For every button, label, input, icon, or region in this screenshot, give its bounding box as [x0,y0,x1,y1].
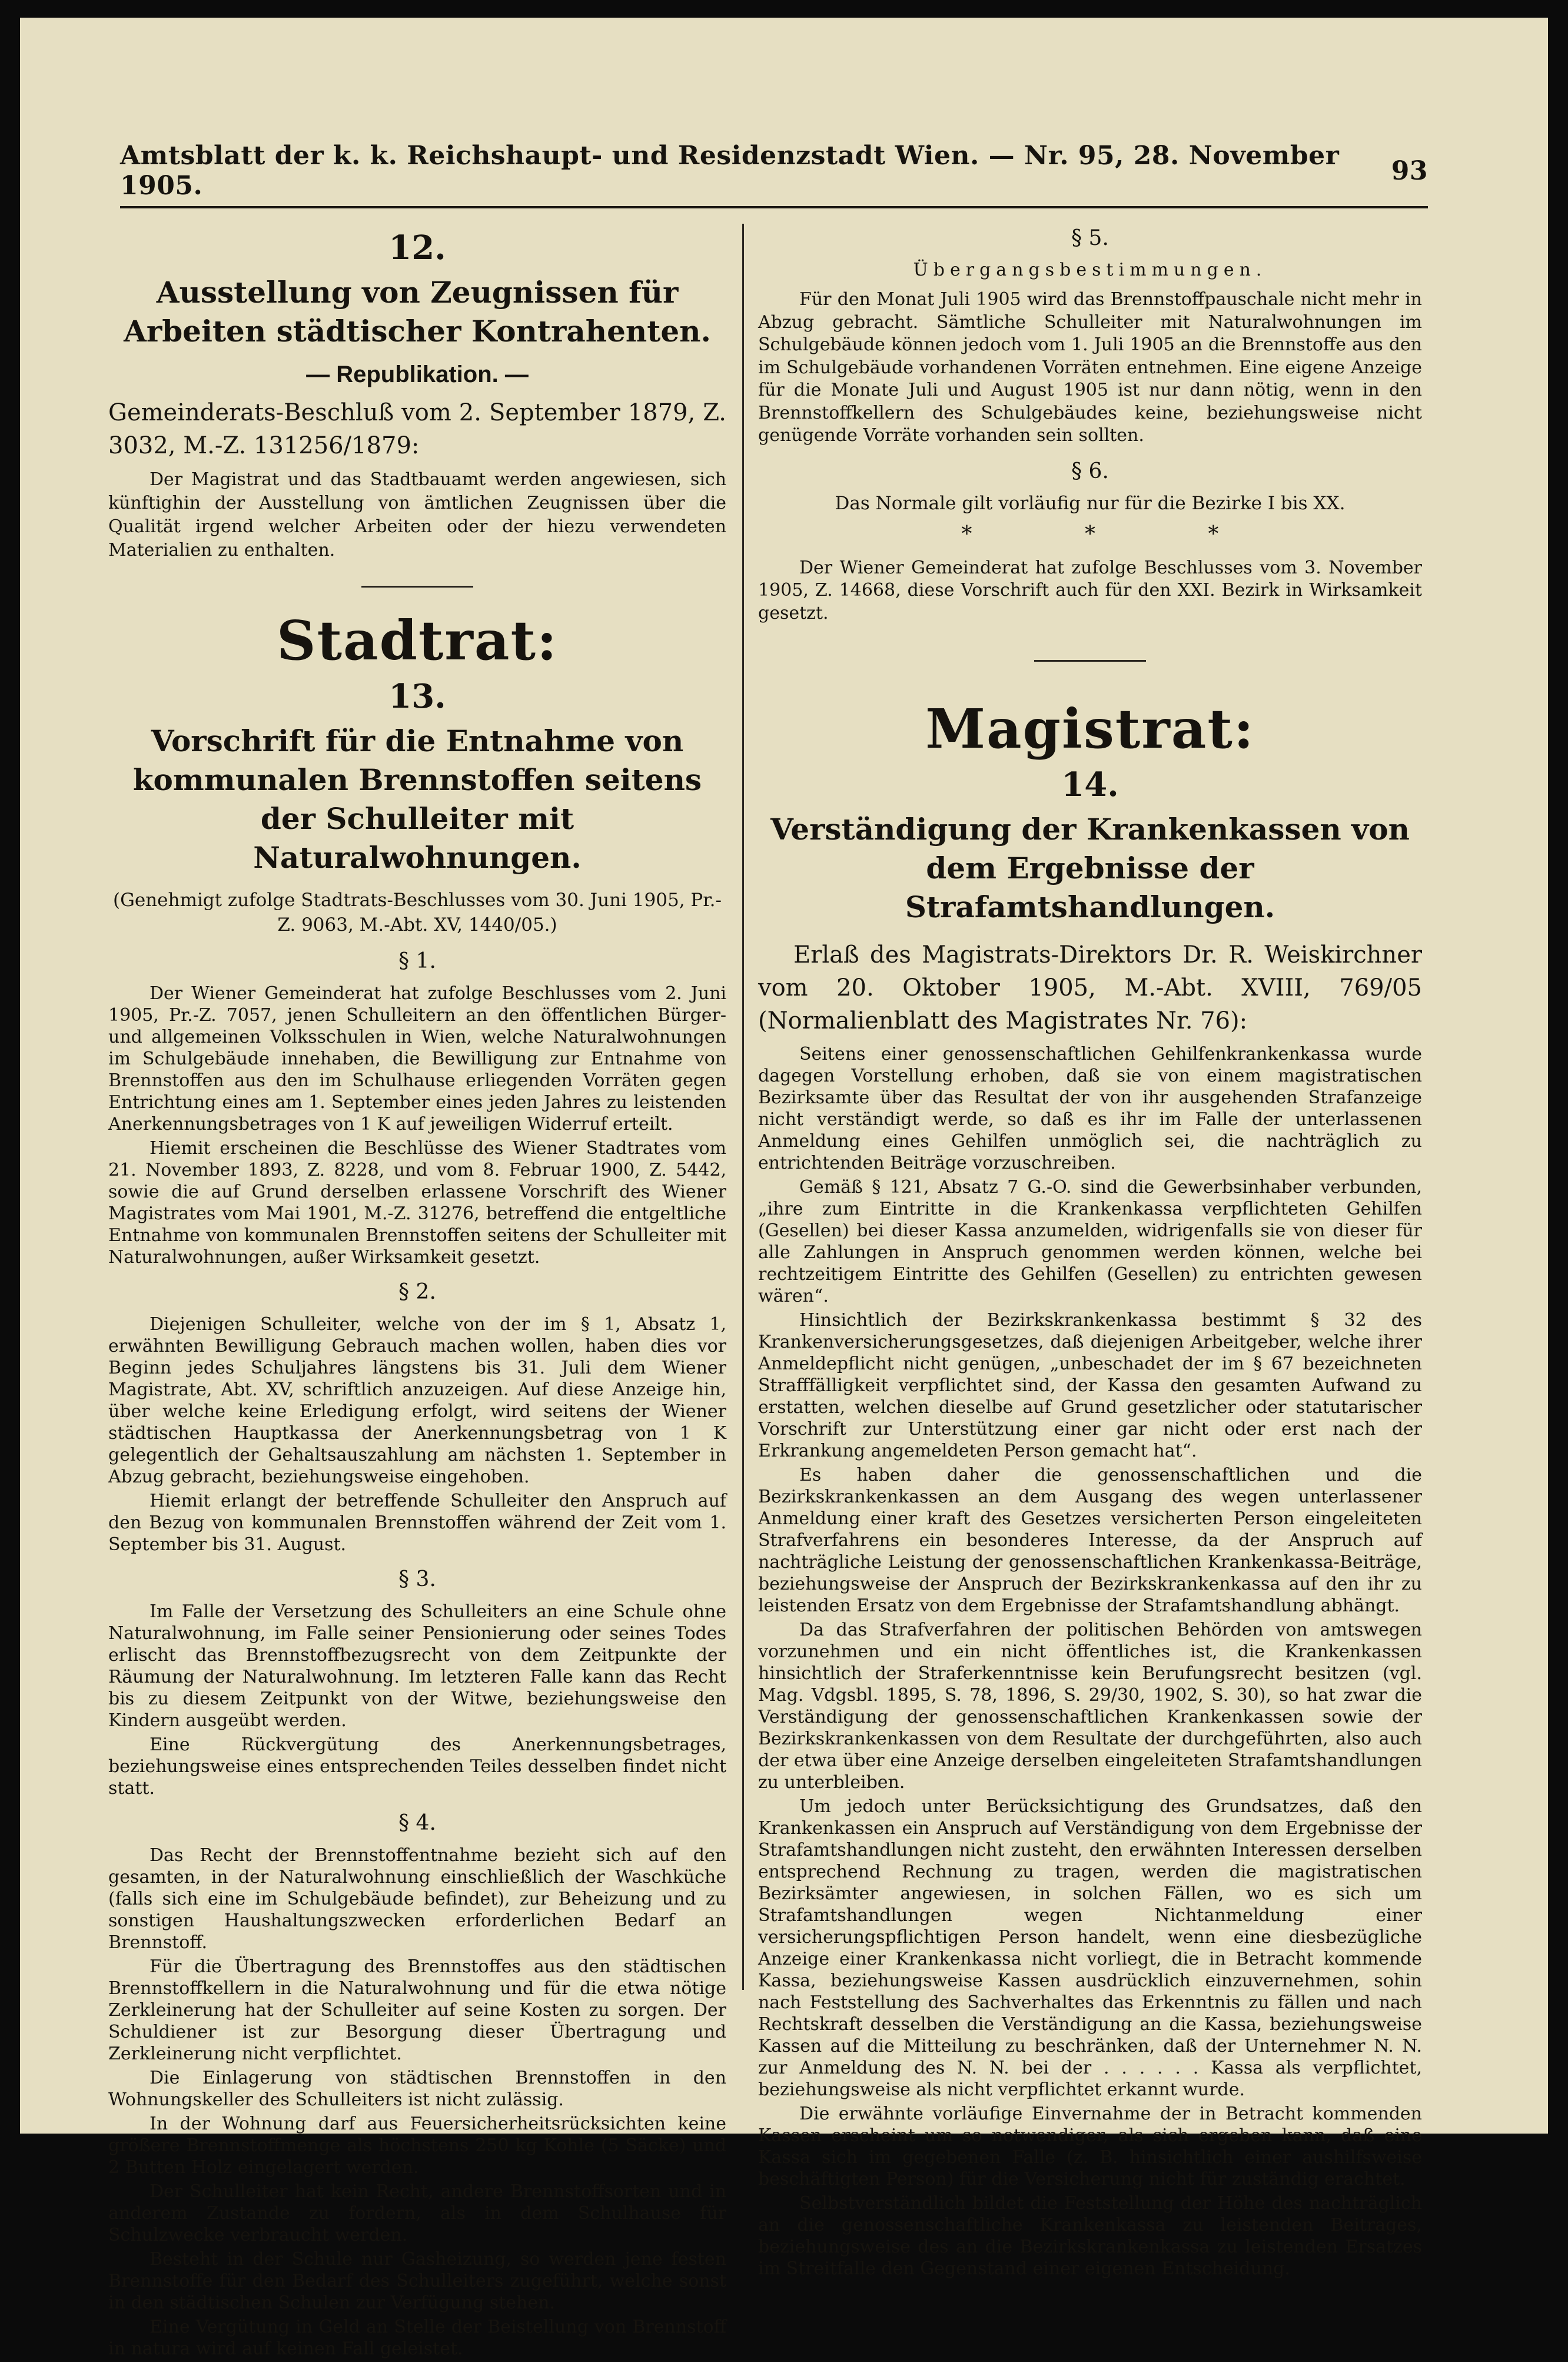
separator-rule [361,586,473,588]
decree-reference: Erlaß des Magistrats-Direktors Dr. R. Weiskirchner vom 20. Oktober 1905, M.-Abt. XVIII, 769/05 (Normalienblatt des Magistrates Nr. 76): [758,941,1422,1034]
asterism: * * * [961,522,1272,546]
section-12-text: Der Magistrat und das Stadtbauamt werden angewiesen, sich künftighin der Ausstellung von ämtlichen Zeugnissen über die Qualität irgend welcher Arbeiten oder der hiezu verwendeten Materialien zu enthalten. [108,469,726,560]
stadtrat-heading: Stadtrat: [277,609,558,672]
paragraph-4-text-c: Die Einlagerung von städtischen Brennstoffen in den Wohnungskeller des Schulleiters ist nicht zulässig. [108,2068,726,2110]
magistrat-heading: Magistrat: [925,697,1255,761]
left-column [108,224,726,2362]
paragraph-3-heading: § 3. [398,1567,436,1591]
republication-label: — Republikation. — [306,361,529,387]
section-13-title: Vorschrift für die Entnahme von kommunalen Brennstoffen seitens der Schulleiter mit Naturalwohnungen. [132,724,702,875]
column-divider [742,224,744,1990]
paragraph-1-text-b: Hiemit erscheinen die Beschlüsse des Wiener Stadtrates vom 21. November 1893, Z. 8228, und vom 8. Februar 1900, Z. 5442, sowie die auf Grund derselben erlassene Vorschrift des Wiener Magistrates vom Mai 1901, M.-Z. 31276, betreffend die entgeltliche Entnahme von kommunalen Brennstoffen seitens der Schulleiter mit Naturalwohnungen, außer Wirksamkeit gesetzt. [108,1138,726,1268]
paragraph-3-text-a: Im Falle der Versetzung des Schulleiters an eine Schule ohne Naturalwohnung, im Falle seiner Pensionierung oder seines Todes erlischt das Brennstoffbezugsrecht von dem Zeitpunkte der Räumung der Naturalwohnung. Im letzteren Falle kann das Recht bis zu diesem Zeitpunkt von der Witwe, beziehungsweise den Kindern ausgeübt werden. [108,1601,726,1731]
paragraph-5-heading: § 5. [1071,226,1109,250]
resolution-reference: Gemeinderats-Beschluß vom 2. September 1879, Z. 3032, M.-Z. 131256/1879: [108,399,726,459]
paragraph-2-text-a: Diejenigen Schulleiter, welche von der im § 1, Absatz 1, erwähnten Bewilligung Gebrauch machen wollen, haben dies vor Beginn jedes Schuljahres längstens bis 31. Juli dem Wiener Magistrate, Abt. XV, schriftlich anzuzeigen. Auf diese Anzeige hin, über welche keine Erledigung erfolgt, wird seitens der Wiener städtischen Hauptkassa der Anerkennungsbetrag von 1 K gelegentlich der Gehaltsauszahlung am nächsten 1. September in Abzug gebracht, beziehungsweise eingehoben. [108,1314,726,1487]
paragraph-2-heading: § 2. [398,1280,436,1304]
section-14-paragraph-8: Selbstverständlich bildet die Feststellung der Höhe des nachträglich an die genossenschaftliche Krankenkassa zu leistenden Beitrages, beziehungsweise des an die Bezirkskrankenkassa zu leistenden Ersatzes im Streitfalle den Gegenstand einer eigenen Entscheidung. [758,2193,1422,2279]
page-number: 93 [1391,155,1428,186]
newspaper-page [20,18,1548,2359]
paragraph-2-text-b: Hiemit erlangt der betreffende Schulleiter den Anspruch auf den Bezug von kommunalen Brennstoffen während der Zeit vom 1. September bis 31. August. [108,1491,726,1555]
paragraph-6-heading: § 6. [1071,459,1109,483]
section-12-number: 12. [388,228,446,267]
section-12-title: Ausstellung von Zeugnissen für Arbeiten städtischer Kontrahenten. [124,275,711,349]
section-14-paragraph-6: Um jedoch unter Berücksichtigung des Grundsatzes, daß den Krankenkassen ein Anspruch auf Verständigung von dem Ergebnisse der Strafamtshandlungen nicht zusteht, den erwähnten Interessen derselben entsprechend Rechnung zu tragen, werden die magistratischen Bezirksämter angewiesen, in solchen Fällen, wo es sich um Strafamtshandlungen wegen Nichtanmeldung einer versicherungspflichtigen Person handelt, wenn eine diesbezügliche Anzeige einer Krankenkassa nicht vorliegt, die in Betracht kommende Kassa, beziehungsweise Kassen ausdrücklich einzuvernehmen, sohin nach Feststellung des Sachverhaltes das Erkenntnis zu fällen und nach Rechtskraft desselben die Verständigung an die Kassa, beziehungsweise Kassen auf die Mitteilung zu beschränken, daß der Unternehmer N. N. zur Anmeldung des N. N. bei der . . . . . . Kassa als verpflichtet, beziehungsweise als nicht verpflichtet erkannt wurde. [758,1796,1422,2100]
right-column [758,224,1422,2282]
paragraph-3-text-b: Eine Rückvergütung des Anerkennungsbetrages, beziehungsweise eines entsprechenden Teiles desselben findet nicht statt. [108,1734,726,1799]
paragraph-4-text-e: Der Schulleiter hat kein Recht, andere Brennstoffsorten und in anderem Zustande zu fordern, als in dem Schulhause für Schulzwecke verbraucht werden. [108,2181,726,2245]
paragraph-4-text-a: Das Recht der Brennstoffentnahme bezieht sich auf den gesamten, in der Naturalwohnung einschließlich der Waschküche (falls sich eine im Schulgebäude befindet), zur Beheizung und zu sonstigen Haushaltungszwecken erforderlichen Bedarf an Brennstoff. [108,1845,726,1953]
separator-rule-right [1034,660,1146,662]
section-14-number: 14. [1061,765,1119,804]
section-13-approval: (Genehmigt zufolge Stadtrats-Beschlusses vom 30. Juni 1905, Pr.-Z. 9063, M.-Abt. XV, 1440/05.) [112,890,722,935]
paragraph-4-text-b: Für die Übertragung des Brennstoffes aus den städtischen Brennstoffkellern in die Naturalwohnung und für die etwa nötige Zerkleinerung hat der Schulleiter auf seine Kosten zu sorgen. Der Schuldiener ist zur Besorgung dieser Übertragung und Zerkleinerung nicht verpflichtet. [108,1956,726,2064]
section-14-paragraph-1: Seitens einer genossenschaftlichen Gehilfenkrankenkassa wurde dagegen Vorstellung erhoben, daß sie von einem magistratischen Bezirksamte über das Resultat der von ihr ausgehenden Strafanzeige nicht verständigt werde, so daß es ihr im Falle der unterlassenen Anmeldung eines Gehilfen unmöglich sei, die nachträglich zu entrichtenden Beiträge vorzuschreiben. [758,1044,1422,1173]
header-title: Amtsblatt der k. k. Reichshaupt- und Residenzstadt Wien. — Nr. 95, 28. November 1905. [120,141,1340,201]
paragraph-1-text-a: Der Wiener Gemeinderat hat zufolge Beschlusses vom 2. Juni 1905, Pr.-Z. 7057, jenen Schulleitern an den öffentlichen Bürger- und allgemeinen Volksschulen in Wien, welche Naturalwohnungen im Schulgebäude innehaben, die Bewilligung zur Entnahme von Brennstoffen aus den im Schulhause erliegenden Vorräten gegen Entrichtung eines am 1. September eines jeden Jahres zu leistenden Anerkennungsbetrages von 1 K auf jeweiligen Widerruf erteilt. [108,983,726,1134]
section-14-paragraph-2: Gemäß § 121, Absatz 7 G.-O. sind die Gewerbsinhaber verbunden, „ihre zum Eintritte in die Krankenkassa verpflichteten Gehilfen (Gesellen) bei dieser Kassa anzumelden, widrigenfalls sie von dieser für alle Zahlungen in Anspruch genommen werden können, welche bei rechtzeitigem Eintritte des Gehilfen (Gesellen) zu entrichten gewesen wären“. [758,1177,1422,1306]
paragraph-1-heading: § 1. [398,949,436,973]
paragraph-4-text-d: In der Wohnung darf aus Feuersicherheitsrücksichten keine größere Brennstoffmenge als höchstens 250 kg Kohle (5 Säcke) und 2 Butten Holz eingelagert werden. [108,2114,726,2178]
section-14-paragraph-5: Da das Strafverfahren der politischen Behörden von amtswegen vorzunehmen und ein nicht öffentliches ist, die Krankenkassen hinsichtlich der Straferkenntnisse kein Berufungsrecht besitzen (vgl. Mag. Vdgsbl. 1895, S. 78, 1896, S. 29/30, 1902, S. 30), so hat zwar die Verständigung der genossenschaftlichen Krankenkassen sowie der Bezirkskrankenkassen von dem Resultate der durchgeführten, also auch der etwa über eine Anzeige derselben eingeleiteten Strafamtshandlungen zu unterbleiben. [758,1620,1422,1793]
page-header [120,135,1428,208]
paragraph-6-text: Das Normale gilt vorläufig nur für die Bezirke I bis XX. [835,492,1346,514]
section-14-title: Verständigung der Krankenkassen von dem Ergebnisse der Strafamtshandlungen. [770,812,1410,924]
paragraph-5-text: Für den Monat Juli 1905 wird das Brennstoffpauschale nicht mehr in Abzug gebracht. Sämtliche Schulleiter mit Naturalwohnungen im Schulgebäude können jedoch vom 1. Juli 1905 an die Brennstoffe aus den im Schulgebäude vorhandenen Vorräten entnehmen. Eine eigene Anzeige für die Monate Juli und August 1905 ist nur dann nötig, wenn in den Brennstoffkellern des Schulgebäudes keine, beziehungsweise nicht genügende Vorräte vorhanden sein sollten. [758,289,1422,446]
section-14-paragraph-7: Die erwähnte vorläufige Einvernahme der in Betracht kommenden Kassen erscheint um so notwendiger, als sich ergeben kann, daß eine Kassa sich im gegebenen Falle (z. B. hinsichtlich einer aushilfsweise beschäftigten Person) für die Versicherung nicht für zuständig erachtet. [758,2104,1422,2190]
section-13-number: 13. [388,677,446,716]
paragraph-4-text-g: Eine Vergütung in Geld an Stelle der Beistellung von Brennstoff in natura wird auf keinen Fall geleistet. [108,2317,726,2359]
paragraph-5-subheading: Übergangsbestimmungen. [913,260,1267,280]
section-14-paragraph-4: Es haben daher die genossenschaftlichen und die Bezirkskrankenkassen an dem Ausgang des wegen unterlassener Anmeldung einer kraft des Gesetzes versicherten Person eingeleiteten Strafverfahrens ein besonderes Interesse, da der Anspruch auf nachträgliche Leistung der genossenschaftlichen Krankenkassa-Beiträge, beziehungsweise der Anspruch der Bezirkskrankenkassa auf den ihr zu leistenden Ersatz von dem Ergebnisse der Strafamtshandlung abhängt. [758,1465,1422,1616]
section-14-paragraph-3: Hinsichtlich der Bezirkskrankenkassa bestimmt § 32 des Krankenversicherungsgesetzes, daß diejenigen Arbeitgeber, welche ihrer Anmeldepflicht nicht genügen, „unbeschadet der im § 67 bezeichneten Strafffälligkeit verpflichtet sind, der Kassa den gesamten Aufwand zu erstatten, welchen dieselbe auf Grund gesetzlicher oder statutarischer Vorschrift zur Unterstützung einer gar nicht oder erst nach der Erkrankung angemeldeten Person gemacht hat“. [758,1310,1422,1461]
closing-note: Der Wiener Gemeinderat hat zufolge Beschlusses vom 3. November 1905, Z. 14668, diese Vorschrift auch für den XXI. Bezirk in Wirksamkeit gesetzt. [758,557,1422,623]
paragraph-4-text-f: Besteht in der Schule nur Gasheizung, so werden jene festen Brennstoffe für den Bedarf des Schulleiters zugeführt, welche sonst in den städtischen Schulen zur Verfügung stehen. [108,2249,726,2313]
paragraph-4-heading: § 4. [398,1811,436,1835]
